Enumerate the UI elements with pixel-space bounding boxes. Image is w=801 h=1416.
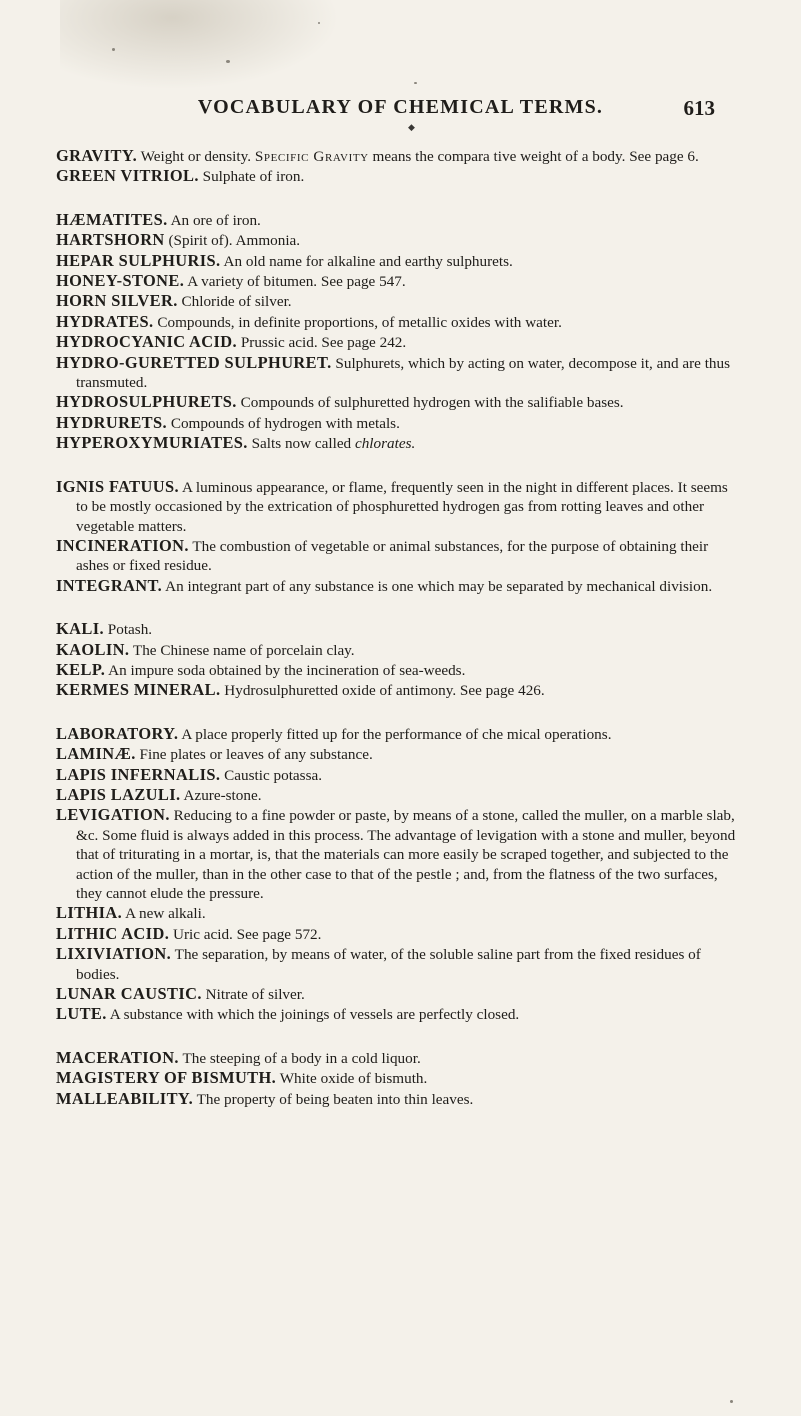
entry-definition: Sulphurets, which by acting on water, decompose it, and are thus transmuted. <box>76 354 731 392</box>
diamond-ornament-icon: ◆ <box>408 122 415 132</box>
entry-term: LIXIVIATION. <box>56 944 172 964</box>
running-title: VOCABULARY OF CHEMICAL TERMS. <box>197 96 604 118</box>
paper-stain <box>60 0 340 90</box>
entry-term: LUNAR CAUSTIC. <box>56 984 202 1004</box>
entry-term: MACERATION. <box>56 1047 179 1067</box>
entry-definition: Specific Gravity <box>254 148 369 165</box>
entry-term: MALLEABILITY. <box>56 1088 194 1108</box>
entry-term: HYDROCYANIC ACID. <box>56 332 238 352</box>
entry-term: LAPIS LAZULI. <box>56 784 181 804</box>
entry-definition: An integrant part of any substance is one which may be separated by mechanical division. <box>162 577 713 595</box>
entry-definition: Caustic potassa. <box>220 766 323 784</box>
letter-section <box>56 146 736 187</box>
entry-definition: White oxide of bismuth. <box>276 1070 428 1088</box>
entry-term: LAMINÆ. <box>56 744 136 764</box>
letter-section <box>56 477 736 596</box>
entry-term: HYDRURETS. <box>56 412 168 432</box>
entry-term: LABORATORY. <box>56 723 179 743</box>
entry-term: HONEY-STONE. <box>56 271 185 291</box>
vocabulary-entry <box>56 744 736 764</box>
entry-term: LAPIS INFERNALIS. <box>56 764 221 784</box>
vocabulary-entry <box>56 477 736 536</box>
entry-definition: The combustion of vegetable or animal substances, for the purpose of obtaining their ashes or fixed residue. <box>76 537 709 575</box>
entry-definition: A substance with which the joinings of vessels are perfectly closed. <box>106 1006 520 1024</box>
entry-definition: An old name for alkaline and earthy sulphurets. <box>220 252 513 270</box>
entry-definition: Azure-stone. <box>180 786 262 804</box>
paper-speck <box>730 1400 733 1403</box>
vocabulary-entry <box>56 785 736 805</box>
vocabulary-entry <box>56 944 736 984</box>
entry-definition: Nitrate of silver. <box>201 986 305 1004</box>
letter-section <box>56 724 736 1025</box>
vocabulary-entry <box>56 392 736 412</box>
vocabulary-entry <box>56 1004 736 1024</box>
vocabulary-entry <box>56 271 736 291</box>
entry-definition: Compounds of hydrogen with metals. <box>167 414 400 432</box>
entry-term: MAGISTERY OF BISMUTH. <box>56 1068 277 1088</box>
entry-definition: means the compara tive weight of a body. See page 6. <box>368 148 699 165</box>
entry-term: KAOLIN. <box>56 639 130 659</box>
vocabulary-entry <box>56 984 736 1004</box>
entry-term: HORN SILVER. <box>56 291 178 311</box>
paper-speck <box>112 48 115 51</box>
entry-term: HEPAR SULPHURIS. <box>56 250 221 270</box>
entry-definition: Hydrosulphuretted oxide of antimony. See page 426. <box>220 682 545 700</box>
entry-definition: Salts now called <box>247 435 355 453</box>
vocabulary-entry <box>56 660 736 680</box>
vocabulary-entry <box>56 619 736 639</box>
entry-definition: Fine plates or leaves of any substance. <box>135 746 373 764</box>
entry-term: HYDRATES. <box>56 311 154 331</box>
vocabulary-entry <box>56 1048 736 1068</box>
entry-definition: An impure soda obtained by the incineration of sea-weeds. <box>105 661 466 679</box>
entry-term: IGNIS FATUUS. <box>56 476 179 496</box>
letter-section <box>56 210 736 454</box>
vocabulary-entry <box>56 291 736 311</box>
entry-definition: The property of being beaten into thin leaves. <box>193 1090 474 1108</box>
entry-term: HÆMATITES. <box>56 209 168 229</box>
entry-term: GREEN VITRIOL. <box>56 166 199 186</box>
entry-term: LUTE. <box>56 1004 107 1024</box>
entry-term: HYDROSULPHURETS. <box>56 392 237 412</box>
letter-section <box>56 1048 736 1109</box>
entry-definition: (Spirit of). Ammonia. <box>164 232 301 250</box>
vocabulary-entry <box>56 724 736 744</box>
paper-speck <box>414 82 417 84</box>
entry-term: KERMES MINERAL. <box>56 680 221 700</box>
vocabulary-entry <box>56 146 736 166</box>
entry-term: GRAVITY. <box>56 146 138 165</box>
vocabulary-entry <box>56 1068 736 1088</box>
page-number: 613 <box>683 96 715 120</box>
vocabulary-entry <box>56 251 736 271</box>
vocabulary-entry <box>56 765 736 785</box>
entry-definition: Reducing to a fine powder or paste, by means of a stone, called the muller, on a marble slab, &c. Some fluid is always added in this process. The advantage of levigation with a stone and muller, beyond that of triturating in a mortar, is, that the materials can more easily be scraped together, and subjected to the action of the muller, than in the other case to that of the pestle ; and, from the flatness of the two surfaces, they cannot elude the pressure. <box>76 807 736 902</box>
vocabulary-entry <box>56 332 736 352</box>
entry-definition: The Chinese name of porcelain clay. <box>129 641 355 659</box>
entry-definition: The separation, by means of water, of the soluble saline part from the fixed residues of bodies. <box>76 946 701 983</box>
vocabulary-entries <box>56 146 736 1132</box>
entry-definition: Prussic acid. See page 242. <box>237 334 407 352</box>
vocabulary-entry <box>56 413 736 433</box>
running-head <box>0 96 801 132</box>
vocabulary-entry <box>56 1089 736 1109</box>
entry-definition: The steeping of a body in a cold liquor. <box>178 1049 421 1067</box>
vocabulary-entry <box>56 230 736 250</box>
vocabulary-entry <box>56 536 736 576</box>
entry-definition: Compounds of sulphuretted hydrogen with the salifiable bases. <box>236 394 624 412</box>
entry-term: HYDRO-GURETTED SULPHURET. <box>56 352 332 372</box>
vocabulary-entry <box>56 903 736 923</box>
vocabulary-entry <box>56 433 736 453</box>
entry-term: KALI. <box>56 619 104 639</box>
entry-definition: chlorates. <box>354 435 416 453</box>
entry-definition: An ore of iron. <box>167 211 261 229</box>
vocabulary-entry <box>56 312 736 332</box>
letter-section <box>56 619 736 701</box>
entry-term: LITHIA. <box>56 903 123 923</box>
vocabulary-entry <box>56 680 736 700</box>
vocabulary-entry <box>56 576 736 596</box>
vocabulary-entry <box>56 640 736 660</box>
vocabulary-entry <box>56 924 736 944</box>
entry-term: LEVIGATION. <box>56 805 170 825</box>
paper-speck <box>318 22 320 24</box>
entry-term: LITHIC ACID. <box>56 923 170 943</box>
paper-speck <box>226 60 230 63</box>
entry-definition: A luminous appearance, or flame, frequently seen in the night in different places. It seems to be mostly occasioned by the extrication of phosphuretted hydrogen gas from rotting leaves and other vegetable matters. <box>76 478 728 535</box>
vocabulary-entry <box>56 353 736 393</box>
entry-term: INCINERATION. <box>56 535 189 555</box>
entry-definition: Compounds, in definite proportions, of metallic oxides with water. <box>153 313 562 331</box>
entry-definition: A variety of bitumen. See page 547. <box>184 273 406 291</box>
entry-definition: A place properly fitted up for the performance of che mical operations. <box>178 725 612 743</box>
entry-term: HARTSHORN <box>56 230 165 250</box>
entry-term: HYPEROXYMURIATES. <box>56 433 248 453</box>
entry-definition: A new alkali. <box>122 905 206 923</box>
entry-definition: Uric acid. See page 572. <box>169 925 322 943</box>
entry-definition: Sulphate of iron. <box>198 168 305 186</box>
vocabulary-entry <box>56 166 736 186</box>
vocabulary-entry <box>56 805 736 903</box>
entry-definition: Potash. <box>104 621 153 639</box>
entry-term: KELP. <box>56 659 106 679</box>
vocabulary-entry <box>56 210 736 230</box>
entry-definition: Chloride of silver. <box>177 293 292 311</box>
entry-term: INTEGRANT. <box>56 575 163 595</box>
entry-definition: Weight or density. <box>137 148 255 165</box>
